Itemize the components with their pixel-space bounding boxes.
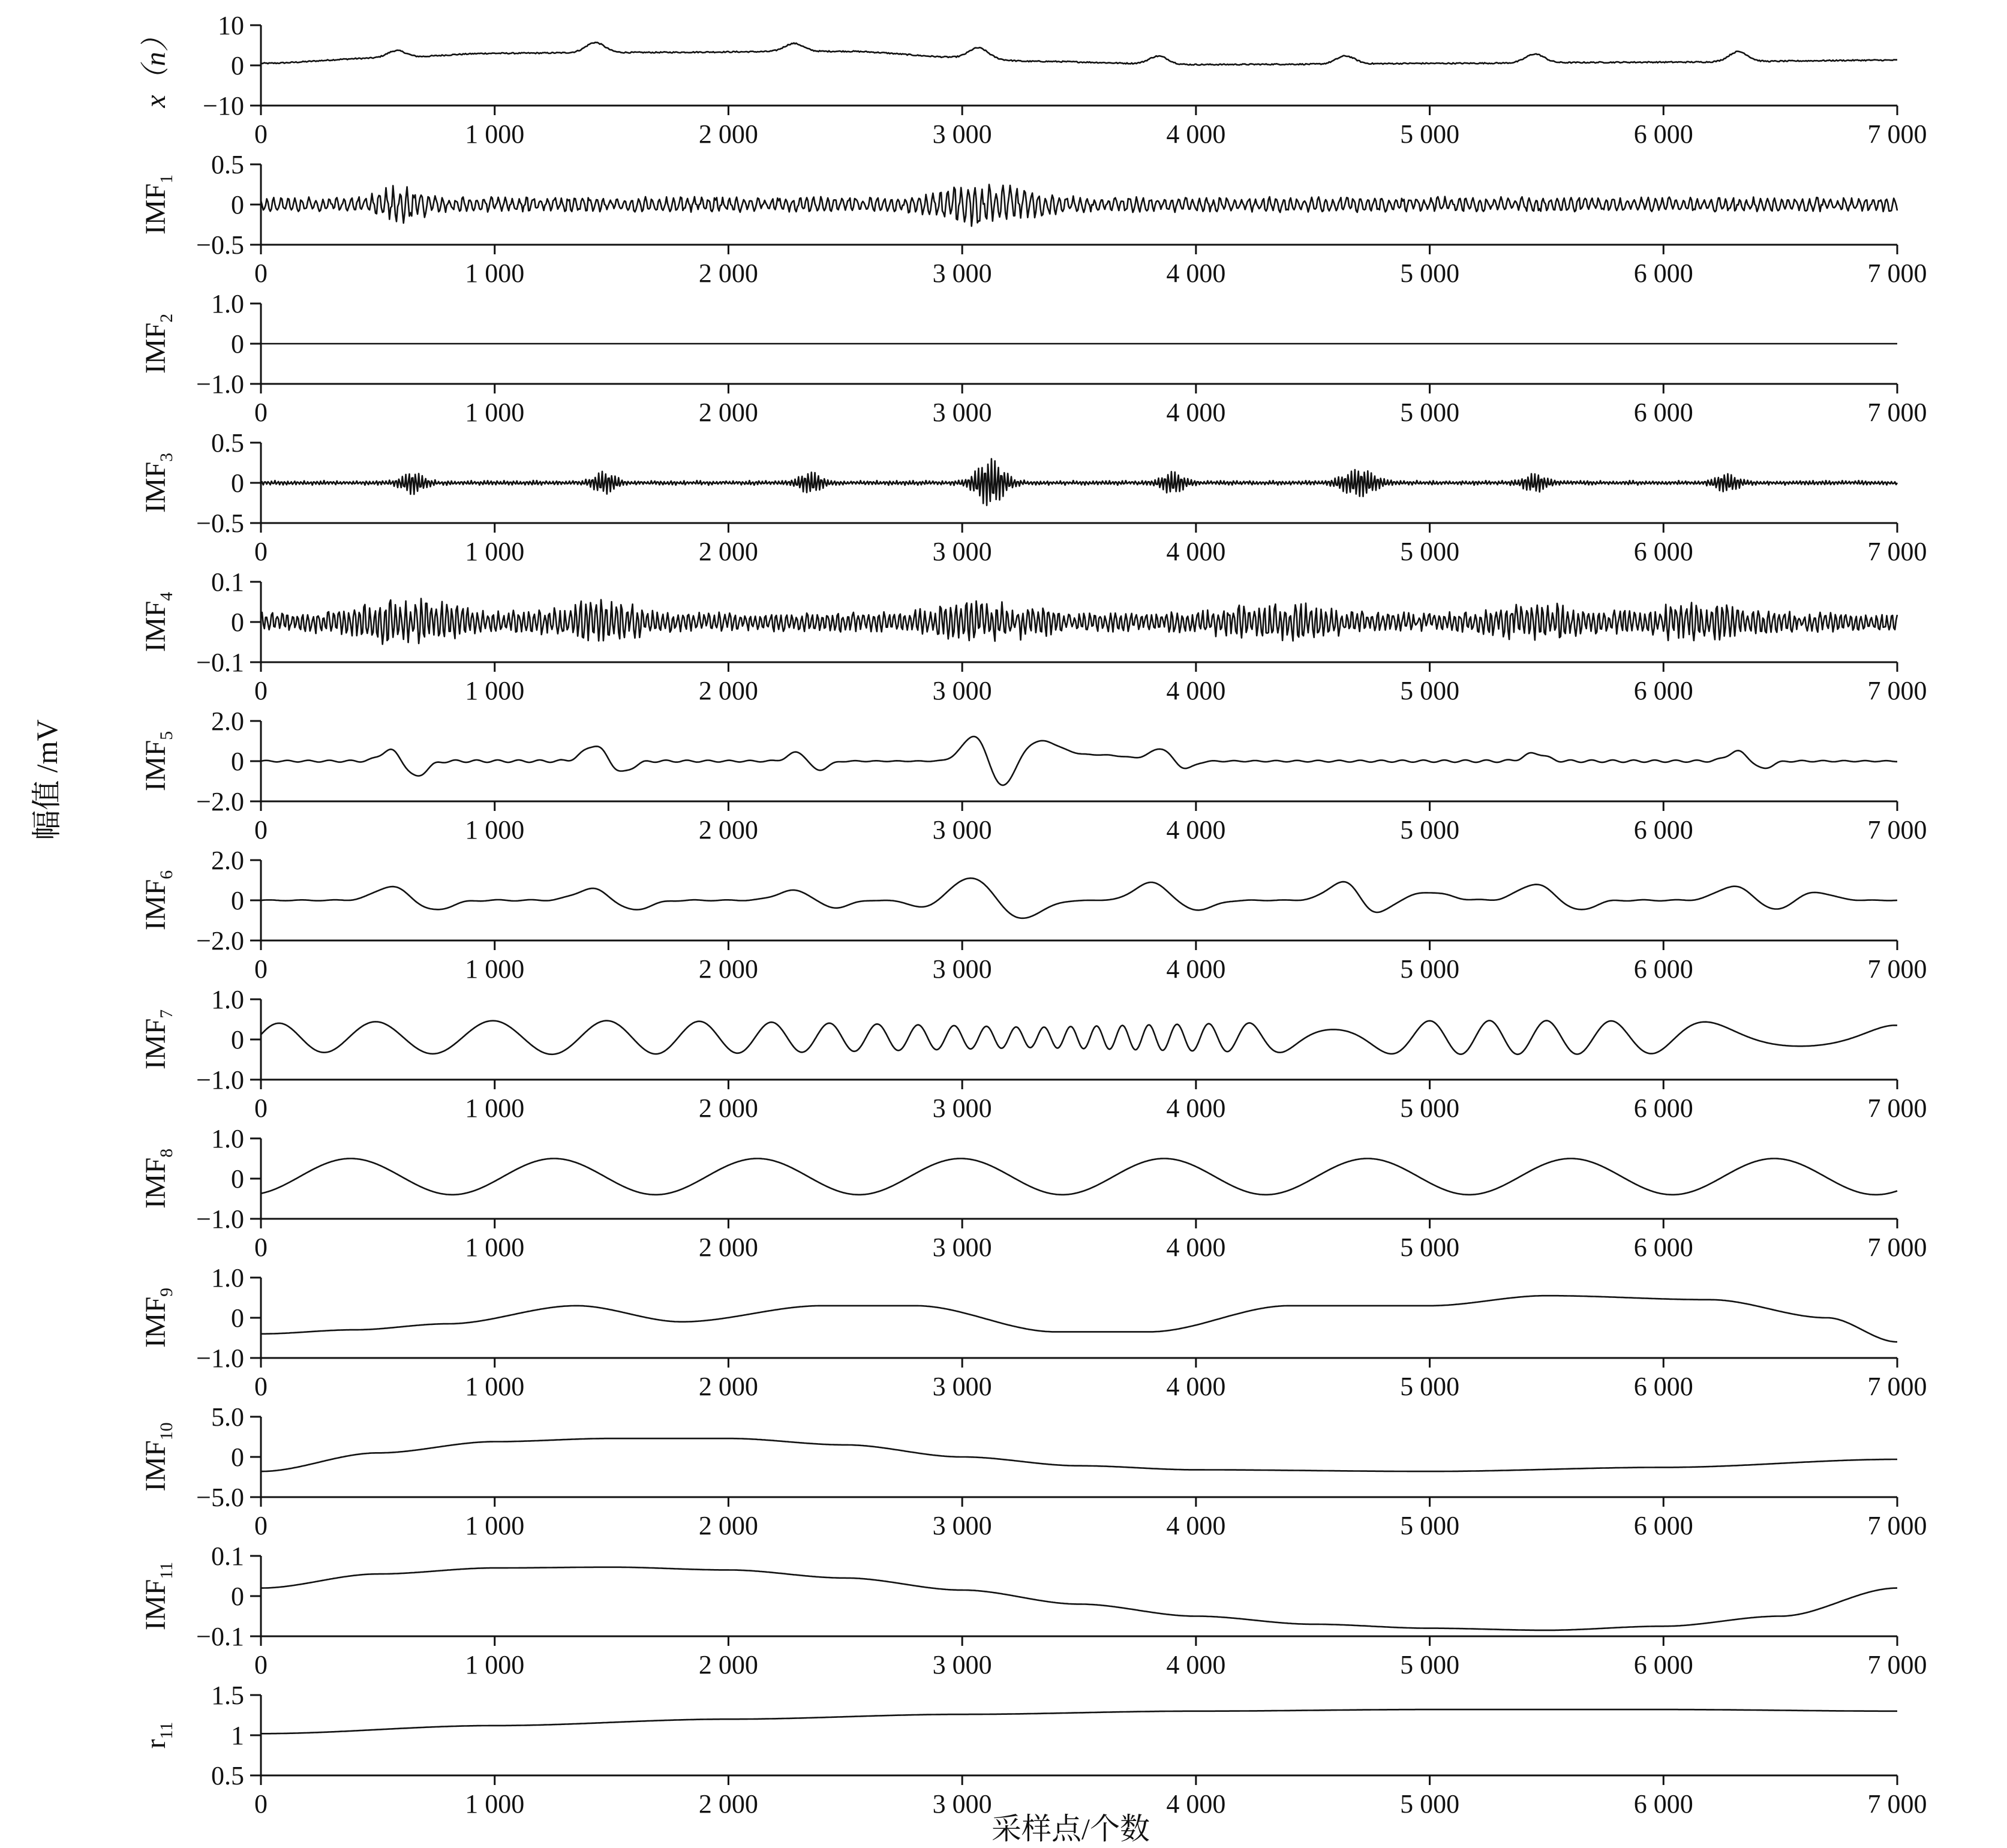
x-tick-label: 6 000 — [1633, 398, 1693, 427]
y-tick-label: 0.5 — [211, 428, 244, 458]
y-tick-label: 0 — [231, 886, 244, 915]
x-tick-label: 5 000 — [1400, 1650, 1460, 1679]
panel-label-main: x — [140, 95, 172, 108]
x-tick-label: 0 — [254, 676, 268, 705]
x-tick-label: 4 000 — [1166, 398, 1226, 427]
x-tick-label: 6 000 — [1633, 1093, 1693, 1123]
panel-label-main: IMF — [140, 1157, 172, 1209]
x-tick-label: 2 000 — [698, 1372, 758, 1401]
x-tick-label: 6 000 — [1633, 954, 1693, 984]
x-tick-label: 1 000 — [465, 119, 525, 149]
y-tick-label: 1.5 — [211, 1681, 244, 1710]
y-tick-label: −0.1 — [196, 648, 244, 677]
x-tick-label: 1 000 — [465, 676, 525, 705]
panel-label-sub: 3 — [157, 452, 176, 462]
x-tick-label: 2 000 — [698, 1511, 758, 1540]
y-tick-label: 0 — [231, 51, 244, 80]
panel-label — [140, 1288, 176, 1348]
panel-label-main: IMF — [140, 461, 172, 513]
x-tick-label: 1 000 — [465, 954, 525, 984]
panel-label-main: IMF — [140, 322, 172, 374]
panel-label-sub: 2 — [157, 313, 176, 323]
x-tick-label: 5 000 — [1400, 815, 1460, 845]
x-tick-label: 6 000 — [1633, 1789, 1693, 1819]
x-tick-label: 3 000 — [932, 1789, 992, 1819]
panel-label-main: IMF — [140, 879, 172, 931]
panel-label-main: IMF — [140, 1296, 172, 1348]
panel-label-sub: 8 — [157, 1148, 176, 1158]
x-tick-label: 0 — [254, 537, 268, 566]
y-tick-label: 0 — [231, 608, 244, 637]
x-tick-label: 4 000 — [1166, 537, 1226, 566]
x-tick-label: 3 000 — [932, 1372, 992, 1401]
y-tick-label: −2.0 — [196, 926, 244, 955]
panel-label-main: IMF — [140, 740, 172, 792]
y-tick-label: 0 — [231, 190, 244, 220]
x-tick-label: 0 — [254, 954, 268, 984]
panel-label-sub: 1 — [157, 174, 176, 184]
x-tick-label: 1 000 — [465, 1233, 525, 1262]
y-tick-label: 1.0 — [211, 289, 244, 318]
panel-label-sub: 6 — [157, 870, 176, 879]
x-tick-label: 4 000 — [1166, 954, 1226, 984]
panel-label-sub: 7 — [157, 1009, 176, 1018]
x-tick-label: 5 000 — [1400, 398, 1460, 427]
x-tick-label: 2 000 — [698, 815, 758, 845]
x-tick-label: 1 000 — [465, 1650, 525, 1679]
x-tick-label: 3 000 — [932, 537, 992, 566]
y-tick-label: −1.0 — [196, 1065, 244, 1095]
panel-label-sub: 11 — [157, 1561, 176, 1579]
x-tick-label: 5 000 — [1400, 1233, 1460, 1262]
x-tick-label: 3 000 — [932, 676, 992, 705]
x-tick-label: 2 000 — [698, 119, 758, 149]
x-tick-label: 6 000 — [1633, 1233, 1693, 1262]
panel-label-main: IMF — [140, 600, 172, 653]
x-tick-label: 7 000 — [1867, 259, 1927, 288]
y-tick-label: 0 — [231, 1303, 244, 1333]
y-tick-label: 0.1 — [211, 567, 244, 597]
x-tick-label: 7 000 — [1867, 398, 1927, 427]
y-tick-label: 10 — [218, 11, 244, 40]
y-tick-label: 1 — [231, 1721, 244, 1750]
x-tick-label: 6 000 — [1633, 676, 1693, 705]
x-tick-label: 0 — [254, 1650, 268, 1679]
x-tick-label: 5 000 — [1400, 1093, 1460, 1123]
x-tick-label: 0 — [254, 815, 268, 845]
y-tick-label: −1.0 — [196, 1344, 244, 1373]
panel-label — [140, 1149, 176, 1209]
x-tick-label: 4 000 — [1166, 119, 1226, 149]
y-tick-label: −1.0 — [196, 369, 244, 399]
y-tick-label: 0 — [231, 1164, 244, 1194]
x-tick-label: 0 — [254, 1372, 268, 1401]
x-tick-label: 5 000 — [1400, 537, 1460, 566]
x-tick-label: 6 000 — [1633, 1372, 1693, 1401]
x-tick-label: 1 000 — [465, 398, 525, 427]
panel-label — [140, 731, 176, 791]
y-tick-label: 2.0 — [211, 707, 244, 736]
x-tick-label: 0 — [254, 1789, 268, 1819]
x-tick-label: 2 000 — [698, 1650, 758, 1679]
y-tick-label: 0 — [231, 747, 244, 776]
y-tick-label: 1.0 — [211, 985, 244, 1014]
x-tick-label: 3 000 — [932, 398, 992, 427]
x-tick-label: 0 — [254, 1511, 268, 1540]
x-tick-label: 0 — [254, 398, 268, 427]
y-tick-label: 0.1 — [211, 1541, 244, 1571]
x-tick-label: 3 000 — [932, 259, 992, 288]
y-tick-label: 0.5 — [211, 150, 244, 179]
x-tick-label: 7 000 — [1867, 1650, 1927, 1679]
x-tick-label: 1 000 — [465, 259, 525, 288]
y-tick-label: −5.0 — [196, 1483, 244, 1512]
panel-label-paren: （n） — [140, 23, 172, 95]
x-tick-label: 6 000 — [1633, 119, 1693, 149]
y-tick-label: −1.0 — [196, 1204, 244, 1234]
x-tick-label: 1 000 — [465, 1511, 525, 1540]
x-tick-label: 1 000 — [465, 537, 525, 566]
x-tick-label: 6 000 — [1633, 1511, 1693, 1540]
panel-label — [140, 314, 176, 374]
panel-label-sub: 9 — [157, 1287, 176, 1297]
panel-label-main: IMF — [140, 1579, 172, 1631]
x-tick-label: 5 000 — [1400, 1372, 1460, 1401]
y-tick-label: −10 — [203, 91, 244, 121]
x-tick-label: 0 — [254, 119, 268, 149]
x-tick-label: 4 000 — [1166, 259, 1226, 288]
x-tick-label: 7 000 — [1867, 1372, 1927, 1401]
x-tick-label: 3 000 — [932, 1233, 992, 1262]
panel-label-main: IMF — [140, 1018, 172, 1070]
x-tick-label: 5 000 — [1400, 954, 1460, 984]
panel-label — [140, 23, 172, 108]
x-tick-label: 0 — [254, 1093, 268, 1123]
y-tick-label: 0 — [231, 1443, 244, 1472]
panel-label — [140, 592, 176, 652]
x-tick-label: 4 000 — [1166, 1372, 1226, 1401]
x-tick-label: 7 000 — [1867, 119, 1927, 149]
x-tick-label: 5 000 — [1400, 1789, 1460, 1819]
x-tick-label: 3 000 — [932, 119, 992, 149]
panel-label-main: IMF — [140, 1440, 172, 1492]
panel-label-sub: 4 — [157, 591, 176, 601]
x-tick-label: 7 000 — [1867, 1511, 1927, 1540]
x-tick-label: 2 000 — [698, 1789, 758, 1819]
x-tick-label: 4 000 — [1166, 1650, 1226, 1679]
x-tick-label: 5 000 — [1400, 119, 1460, 149]
panel-label — [140, 1009, 176, 1069]
x-tick-label: 4 000 — [1166, 1789, 1226, 1819]
x-tick-label: 7 000 — [1867, 537, 1927, 566]
y-tick-label: 0 — [231, 468, 244, 498]
y-tick-label: 0 — [231, 1025, 244, 1054]
x-tick-label: 2 000 — [698, 1093, 758, 1123]
x-tick-label: 4 000 — [1166, 1511, 1226, 1540]
y-tick-label: 0 — [231, 1582, 244, 1611]
x-tick-label: 5 000 — [1400, 259, 1460, 288]
x-tick-label: 4 000 — [1166, 1233, 1226, 1262]
panel-label-main: IMF — [140, 183, 172, 235]
panel-label-sub: 5 — [157, 731, 176, 740]
y-tick-label: 1.0 — [211, 1124, 244, 1153]
x-tick-label: 4 000 — [1166, 1093, 1226, 1123]
y-tick-label: 5.0 — [211, 1402, 244, 1432]
y-tick-label: 0 — [231, 329, 244, 359]
x-tick-label: 4 000 — [1166, 676, 1226, 705]
x-tick-label: 2 000 — [698, 259, 758, 288]
x-tick-label: 2 000 — [698, 398, 758, 427]
x-tick-label: 7 000 — [1867, 1093, 1927, 1123]
panel-label — [140, 453, 176, 513]
x-tick-label: 7 000 — [1867, 1789, 1927, 1819]
panel-label-main: r — [140, 1739, 172, 1749]
x-tick-label: 7 000 — [1867, 815, 1927, 845]
x-tick-label: 1 000 — [465, 1372, 525, 1401]
x-tick-label: 6 000 — [1633, 815, 1693, 845]
x-tick-label: 0 — [254, 1233, 268, 1262]
y-tick-label: 1.0 — [211, 1263, 244, 1293]
x-tick-label: 1 000 — [465, 1093, 525, 1123]
panel-label-sub: 11 — [157, 1721, 176, 1739]
x-tick-label: 5 000 — [1400, 676, 1460, 705]
y-tick-label: −0.5 — [196, 230, 244, 260]
y-tick-label: −2.0 — [196, 787, 244, 816]
x-tick-label: 7 000 — [1867, 1233, 1927, 1262]
panel-label — [140, 870, 176, 930]
x-tick-label: 3 000 — [932, 954, 992, 984]
x-tick-label: 6 000 — [1633, 537, 1693, 566]
x-tick-label: 3 000 — [932, 1511, 992, 1540]
x-tick-label: 6 000 — [1633, 259, 1693, 288]
y-tick-label: 2.0 — [211, 846, 244, 875]
x-tick-label: 7 000 — [1867, 954, 1927, 984]
x-tick-label: 1 000 — [465, 1789, 525, 1819]
y-tick-label: −0.5 — [196, 509, 244, 538]
x-tick-label: 2 000 — [698, 954, 758, 984]
y-tick-label: −0.1 — [196, 1622, 244, 1651]
x-tick-label: 0 — [254, 259, 268, 288]
x-tick-label: 2 000 — [698, 676, 758, 705]
global-x-axis-title: 采样点/个数 — [992, 1812, 1150, 1846]
x-tick-label: 3 000 — [932, 1093, 992, 1123]
y-tick-label: 0.5 — [211, 1761, 244, 1790]
x-tick-label: 7 000 — [1867, 676, 1927, 705]
x-tick-label: 4 000 — [1166, 815, 1226, 845]
panel-label-sub: 10 — [157, 1422, 176, 1441]
x-tick-label: 3 000 — [932, 1650, 992, 1679]
x-tick-label: 6 000 — [1633, 1650, 1693, 1679]
x-tick-label: 2 000 — [698, 537, 758, 566]
global-y-axis-title: 幅值 /mV — [30, 719, 64, 840]
panel-label — [140, 175, 176, 235]
x-tick-label: 2 000 — [698, 1233, 758, 1262]
x-tick-label: 5 000 — [1400, 1511, 1460, 1540]
x-tick-label: 1 000 — [465, 815, 525, 845]
x-tick-label: 3 000 — [932, 815, 992, 845]
